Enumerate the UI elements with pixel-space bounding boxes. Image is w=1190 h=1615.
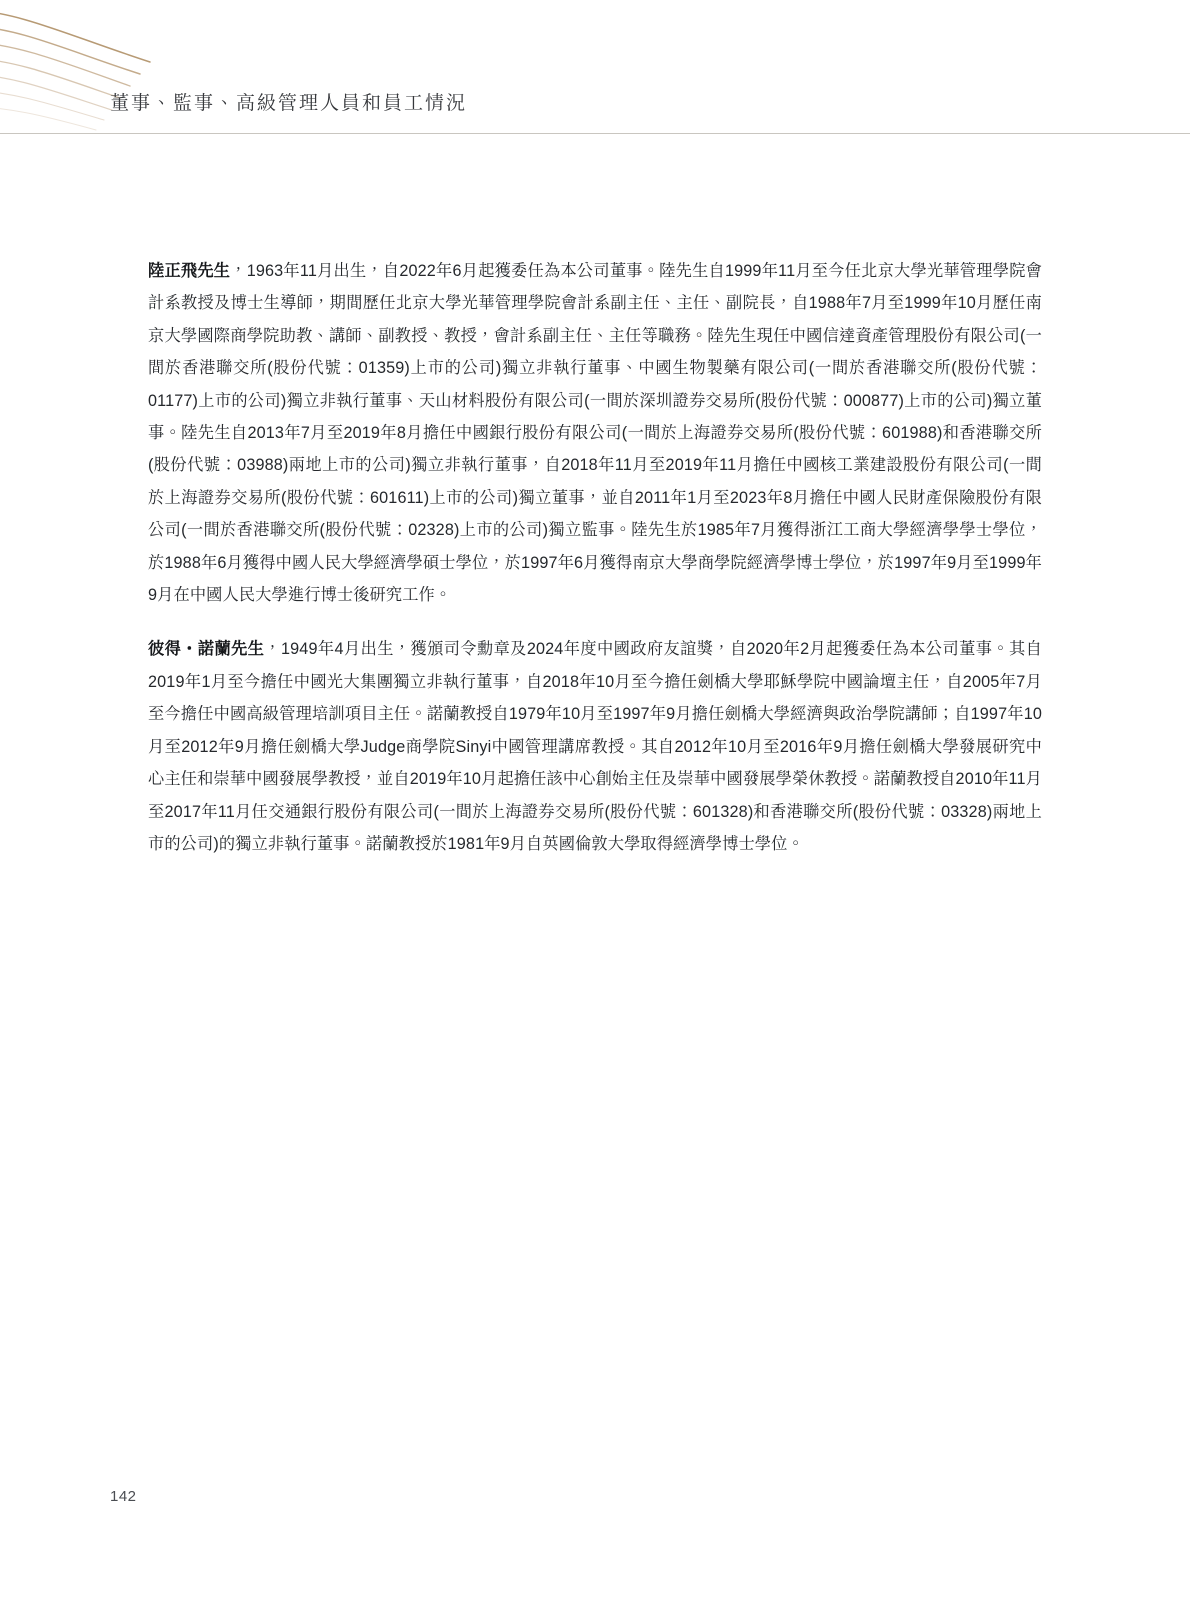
page-header [0, 0, 1190, 140]
page-content [148, 255, 1042, 860]
person-name: 陸正飛先生 [148, 262, 231, 280]
biography-paragraph [148, 255, 1042, 611]
biography-paragraph [148, 633, 1042, 860]
page-number: 142 [110, 1488, 137, 1505]
header-divider [0, 133, 1190, 134]
page-title: 董事、監事、高級管理人員和員工情況 [110, 93, 468, 114]
swoosh-lines-decoration-icon [0, 0, 230, 140]
person-name: 彼得・諾蘭先生 [148, 640, 265, 659]
biography-text: ，1963年11月出生，自2022年6月起獲委任為本公司董事。陸先生自1999年11月至今任北京大學光華管理學院會計系教授及博士生導師，期間歷任北京大學光華管理學院會計系副主任、主任、副院長，自1988年7月至1999年10月歷任南京大學國際商學院助教、講師、副教授、教授，會計系副主任、主任等職務。陸先生現任中國信達資產管理股份有限公司(一間於香港聯交所(股份代號：01359)上市的公司)獨立非執行董事、中國生物製藥有限公司(一間於香港聯交所(股份代號：01177)上市的公司)獨立非執行董事、天山材料股份有限公司(一間於深圳證券交易所(股份代號：000877)上市的公司)獨立董事。陸先生自2013年7月至2019年8月擔任中國銀行股份有限公司(一間於上海證券交易所(股份代號：601988)和香港聯交所(股份代號：03988)兩地上市的公司)獨立非執行董事，自2018年11月至2019年11月擔任中國核工業建設股份有限公司(一間於上海證券交易所(股份代號：601611)上市的公司)獨立董事，並自2011年1月至2023年8月擔任中國人民財產保險股份有限公司(一間於香港聯交所(股份代號：02328)上市的公司)獨立監事。陸先生於1985年7月獲得浙江工商大學經濟學學士學位，於1988年6月獲得中國人民大學經濟學碩士學位，於1997年6月獲得南京大學商學院經濟學博士學位，於1997年9月至1999年9月在中國人民大學進行博士後研究工作。 [148, 262, 1042, 605]
biography-text: ，1949年4月出生，獲頒司令勳章及2024年度中國政府友誼獎，自2020年2月起獲委任為本公司董事。其自2019年1月至今擔任中國光大集團獨立非執行董事，自2018年10月至今擔任劍橋大學耶穌學院中國論壇主任，自2005年7月至今擔任中國高級管理培訓項目主任。諾蘭教授自1979年10月至1997年9月擔任劍橋大學經濟與政治學院講師；自1997年10月至2012年9月擔任劍橋大學Judge商學院Sinyi中國管理講席教授。其自2012年10月至2016年9月擔任劍橋大學發展研究中心主任和崇華中國發展學教授，並自2019年10月起擔任該中心創始主任及崇華中國發展學榮休教授。諾蘭教授自2010年11月至2017年11月任交通銀行股份有限公司(一間於上海證券交易所(股份代號：601328)和香港聯交所(股份代號：03328)兩地上市的公司)的獨立非執行董事。諾蘭教授於1981年9月自英國倫敦大學取得經濟學博士學位。 [148, 640, 1042, 853]
